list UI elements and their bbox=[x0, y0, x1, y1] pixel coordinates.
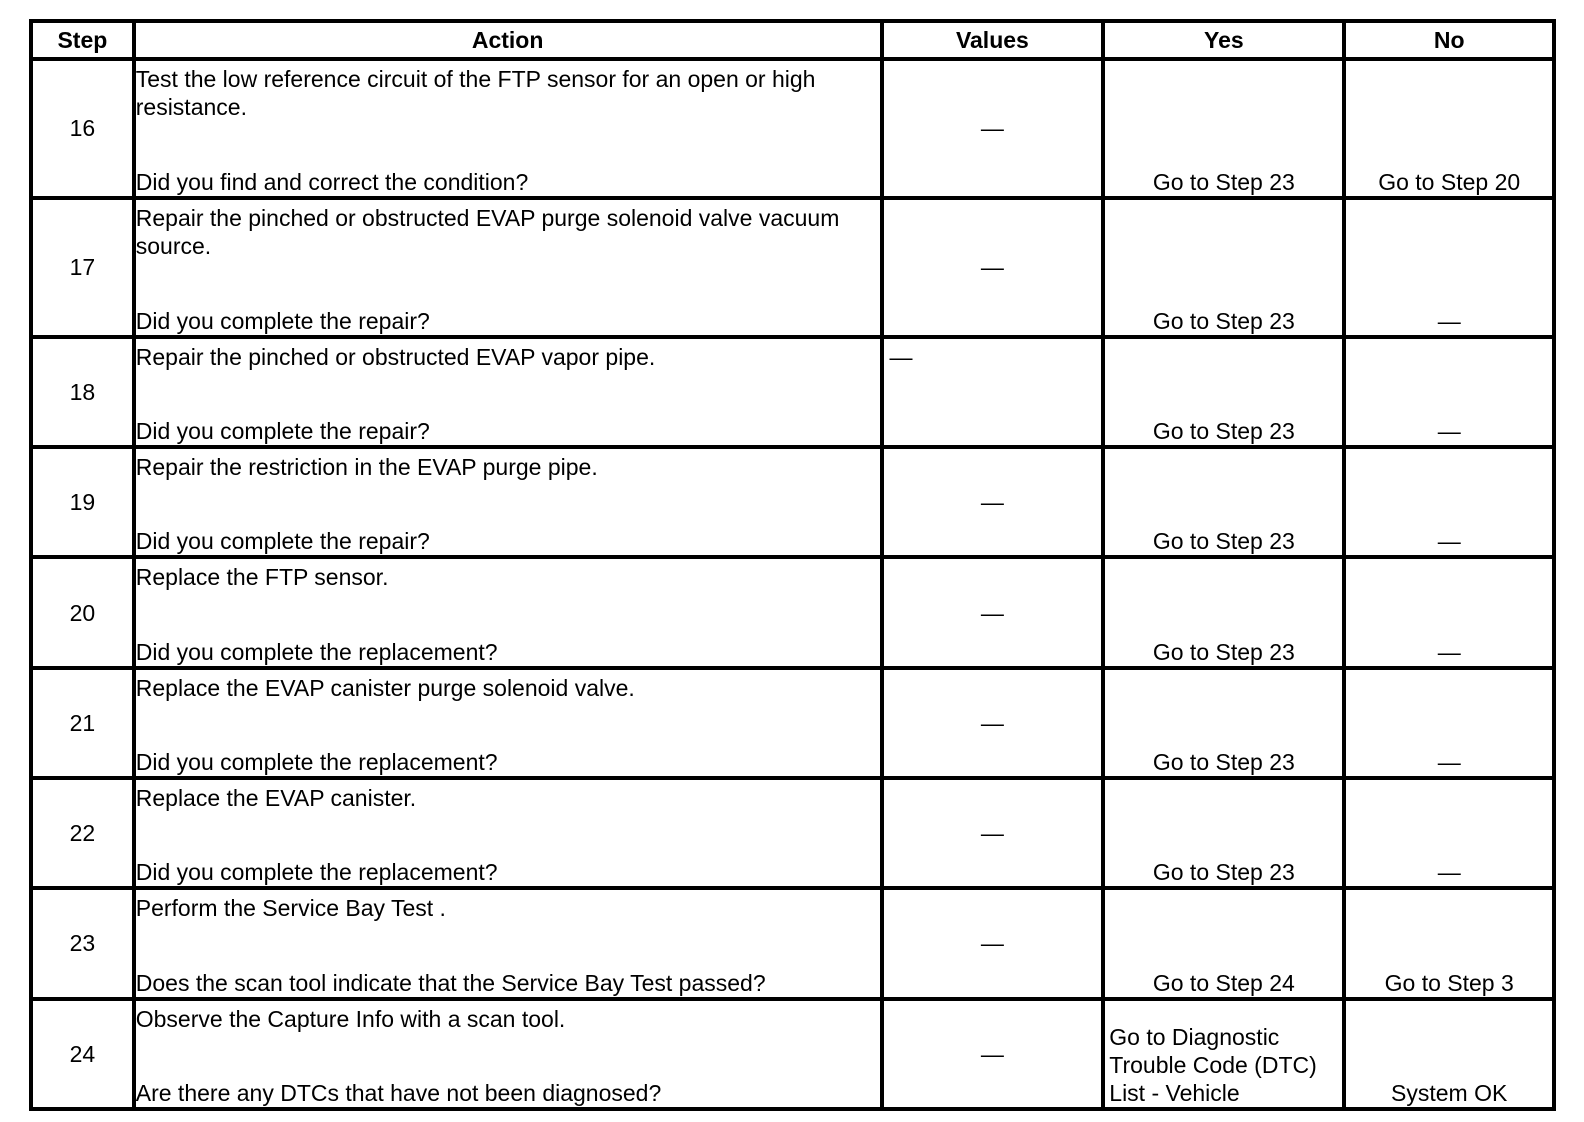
table-row bbox=[31, 198, 1554, 337]
values-cell bbox=[882, 999, 1104, 1109]
action-cell bbox=[134, 999, 882, 1109]
values-dash: — bbox=[980, 820, 1004, 847]
header-row bbox=[31, 21, 1554, 59]
values-dash: — bbox=[980, 254, 1004, 281]
table-row bbox=[31, 337, 1554, 447]
values-cell bbox=[882, 778, 1104, 888]
action-question: Did you complete the repair? bbox=[135, 528, 430, 555]
no-cell: System OK bbox=[1344, 999, 1554, 1109]
yes-cell: Go to Step 23 bbox=[1103, 337, 1344, 447]
values-cell bbox=[882, 337, 1104, 447]
yes-cell: Go to Step 23 bbox=[1103, 778, 1344, 888]
no-cell: — bbox=[1344, 668, 1554, 778]
action-question: Did you complete the repair? bbox=[135, 307, 430, 334]
action-instruction: Test the low reference circuit of the FTP sensor for an open or high resistance. bbox=[135, 66, 816, 120]
values-dash: — bbox=[980, 709, 1004, 736]
action-instruction: Replace the EVAP canister. bbox=[135, 785, 417, 811]
action-question: Did you complete the replacement? bbox=[135, 859, 498, 886]
header-action: Action bbox=[134, 21, 882, 59]
action-instruction: Repair the pinched or obstructed EVAP purge solenoid valve vacuum source. bbox=[135, 204, 840, 259]
action-cell bbox=[134, 447, 882, 557]
yes-cell: Go to Step 23 bbox=[1103, 557, 1344, 667]
action-instruction: Repair the restriction in the EVAP purge pipe. bbox=[135, 454, 598, 481]
values-dash: — bbox=[980, 1040, 1004, 1067]
no-cell: — bbox=[1344, 198, 1554, 337]
yes-cell: Go to Step 23 bbox=[1103, 198, 1344, 337]
action-question: Did you complete the repair? bbox=[135, 418, 430, 445]
values-dash: — bbox=[980, 489, 1004, 516]
no-cell: — bbox=[1344, 447, 1554, 557]
action-question: Are there any DTCs that have not been diagnosed? bbox=[135, 1080, 662, 1106]
step-number: 20 bbox=[31, 557, 134, 667]
diagnostic-table bbox=[29, 19, 1556, 1111]
no-cell: — bbox=[1344, 778, 1554, 888]
action-cell bbox=[134, 888, 882, 998]
table-row bbox=[31, 557, 1554, 667]
values-cell bbox=[882, 59, 1104, 198]
yes-cell-link[interactable]: Go to Diagnostic Trouble Code (DTC) List - Vehicle bbox=[1103, 999, 1344, 1109]
action-cell bbox=[134, 557, 882, 667]
action-instruction: Perform the Service Bay Test . bbox=[135, 895, 446, 922]
table-row bbox=[31, 999, 1554, 1109]
action-instruction: Observe the Capture Info with a scan tool. bbox=[135, 1005, 566, 1032]
table-row bbox=[31, 888, 1554, 998]
table-row bbox=[31, 447, 1554, 557]
step-number: 17 bbox=[31, 198, 134, 337]
values-cell bbox=[882, 447, 1104, 557]
yes-cell: Go to Step 23 bbox=[1103, 447, 1344, 557]
no-cell: — bbox=[1344, 557, 1554, 667]
header-yes: Yes bbox=[1103, 21, 1344, 59]
table-row bbox=[31, 668, 1554, 778]
no-cell: — bbox=[1344, 337, 1554, 447]
values-dash: — bbox=[980, 115, 1004, 142]
values-dash: — bbox=[980, 599, 1004, 626]
header-step: Step bbox=[31, 21, 134, 59]
action-instruction: Replace the EVAP canister purge solenoid valve. bbox=[135, 674, 635, 701]
step-number: 18 bbox=[31, 337, 134, 447]
action-cell bbox=[134, 198, 882, 337]
action-question: Did you find and correct the condition? bbox=[135, 168, 529, 195]
values-cell bbox=[882, 557, 1104, 667]
header-values: Values bbox=[882, 21, 1104, 59]
action-cell bbox=[134, 59, 882, 198]
step-number: 21 bbox=[31, 668, 134, 778]
table-row bbox=[31, 778, 1554, 888]
table-row bbox=[31, 59, 1554, 198]
no-cell: Go to Step 20 bbox=[1344, 59, 1554, 198]
step-number: 19 bbox=[31, 447, 134, 557]
values-cell bbox=[882, 888, 1104, 998]
yes-cell: Go to Step 24 bbox=[1103, 888, 1344, 998]
step-number: 24 bbox=[31, 999, 134, 1109]
action-cell bbox=[134, 668, 882, 778]
step-number: 23 bbox=[31, 888, 134, 998]
action-question: Does the scan tool indicate that the Service Bay Test passed? bbox=[135, 969, 766, 996]
step-number: 22 bbox=[31, 778, 134, 888]
action-instruction: Repair the pinched or obstructed EVAP vapor pipe. bbox=[135, 343, 656, 370]
values-cell bbox=[882, 668, 1104, 778]
values-dash: — bbox=[889, 343, 913, 370]
yes-cell: Go to Step 23 bbox=[1103, 59, 1344, 198]
no-cell: Go to Step 3 bbox=[1344, 888, 1554, 998]
values-dash: — bbox=[980, 930, 1004, 957]
action-question: Did you complete the replacement? bbox=[135, 638, 498, 665]
values-cell bbox=[882, 198, 1104, 337]
step-number: 16 bbox=[31, 59, 134, 198]
action-cell bbox=[134, 337, 882, 447]
action-cell bbox=[134, 778, 882, 888]
action-instruction: Replace the FTP sensor. bbox=[135, 564, 389, 591]
action-question: Did you complete the replacement? bbox=[135, 749, 498, 775]
header-no: No bbox=[1344, 21, 1554, 59]
yes-cell: Go to Step 23 bbox=[1103, 668, 1344, 778]
